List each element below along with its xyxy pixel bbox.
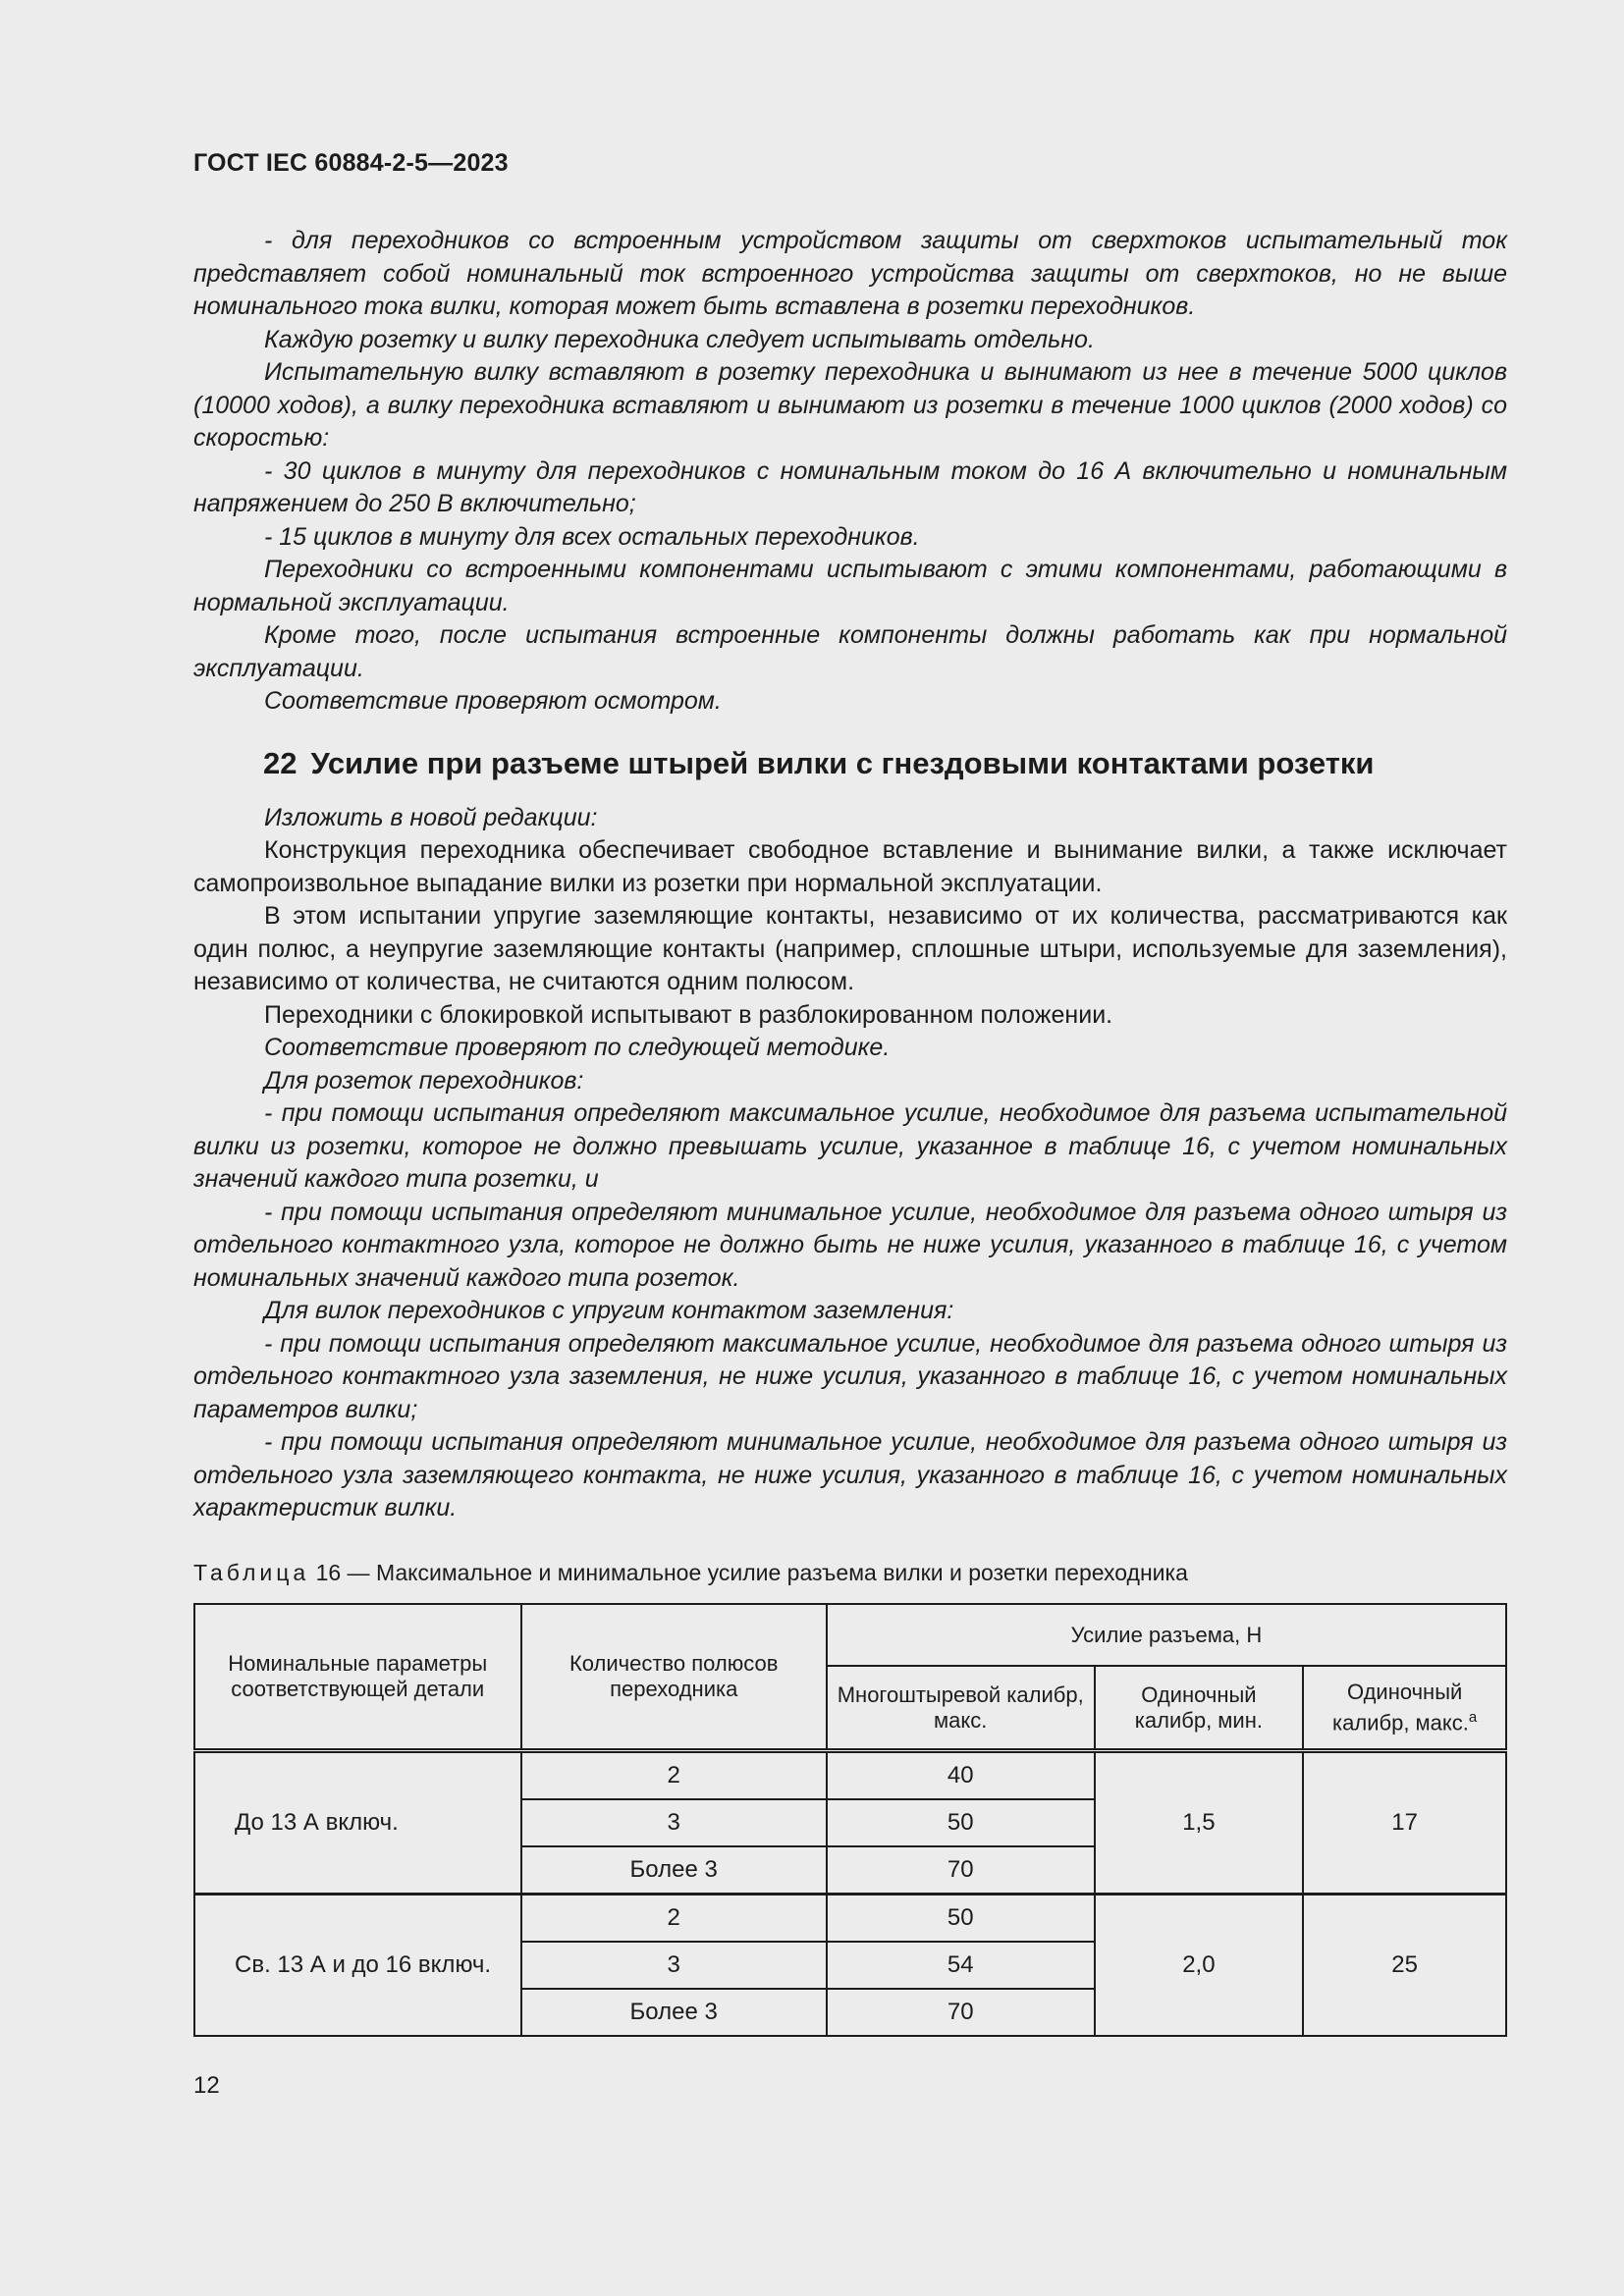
table-caption — [193, 1560, 1188, 1586]
paragraph: - при помощи испытания определяют минимальное усилие, необходимое для разъема одного штыря из отдельного узла заземляющего контакта, не ниже усилия, указанного в таблице 16, с учетом номинальных характеристик вилки. — [193, 1428, 1507, 1522]
table-caption-label: Таблица — [193, 1560, 310, 1585]
paragraph: Соответствие проверяют осмотром. — [264, 687, 722, 715]
cell-single-min: 2,0 — [1095, 1895, 1304, 2037]
section-heading — [193, 745, 1507, 782]
header-single-max — [1303, 1666, 1506, 1751]
cell-rated: До 13 А включ. — [194, 1751, 521, 1895]
table-caption-text: 16 — Максимальное и минимальное усилие разъема вилки и розетки переходника — [315, 1560, 1188, 1585]
paragraph: Для розеток переходников: — [264, 1066, 584, 1095]
cell-single-min: 1,5 — [1095, 1751, 1304, 1895]
paragraph: - при помощи испытания определяют максимальное усилие, необходимое для разъема испытательной вилки из розетки, которое не должно превышать усилие, указанное в таблице 16, с учетом номинальных значений каждого типа розетки, и — [193, 1099, 1507, 1193]
paragraph: - для переходников со встроенным устройством защиты от сверхтоков испытательный ток представляет собой номинальный ток встроенного устройства защиты от сверхтоков, но не выше номинального тока вилки, которая может быть вставлена в розетки переходников. — [193, 227, 1507, 320]
section-number: 22 — [263, 745, 298, 780]
paragraph: Для вилок переходников с упругим контактом заземления: — [264, 1297, 954, 1324]
header-single-min: Одиночный калибр, мин. — [1095, 1666, 1304, 1751]
cell-rated: Св. 13 А и до 16 включ. — [194, 1895, 521, 2037]
header-multi-max: Многоштыревой калибр, макс. — [827, 1666, 1095, 1751]
paragraph: Переходники с блокировкой испытывают в разблокированном положении. — [264, 1000, 1113, 1029]
paragraph: - 30 циклов в минуту для переходников с номинальным током до 16 А включительно и номинальным напряжением до 250 В включительно; — [193, 456, 1507, 517]
paragraph: Переходники со встроенными компонентами испытывают с этими компонентами, работающими в нормальной эксплуатации. — [193, 556, 1507, 616]
document-header: ГОСТ IEC 60884-2-5—2023 — [193, 149, 509, 177]
footnote-marker: a — [1468, 1708, 1478, 1726]
paragraph: Кроме того, после испытания встроенные компоненты должны работать как при нормальной эксплуатации. — [193, 621, 1507, 682]
paragraph: Соответствие проверяют по следующей методике. — [264, 1034, 891, 1061]
paragraph: Конструкция переходника обеспечивает свободное вставление и вынимание вилки, а также исключает самопроизвольное выпадание вилки из розетки при нормальной эксплуатации. — [193, 836, 1507, 897]
cell-poles: 2 — [521, 1895, 827, 1943]
paragraph: В этом испытании упругие заземляющие контакты, независимо от их количества, рассматриваются как один полюс, а неупругие заземляющие контакты (например, сплошные штыри, используемые для заземления), независимо от количества, не считаются одним полюсом. — [193, 902, 1507, 995]
cell-multi-max: 54 — [827, 1942, 1095, 1989]
paragraph: Изложить в новой редакции: — [264, 803, 598, 831]
paragraph: Каждую розетку и вилку переходника следует испытывать отдельно. — [264, 325, 1095, 353]
cell-poles: Более 3 — [521, 1989, 827, 2036]
force-table — [193, 1603, 1507, 2037]
page-number: 12 — [193, 2072, 220, 2099]
header-rated: Номинальные параметры соответствующей детали — [194, 1604, 521, 1751]
cell-multi-max: 50 — [827, 1895, 1095, 1943]
cell-poles: Более 3 — [521, 1846, 827, 1895]
body-text — [193, 225, 1507, 1525]
cell-multi-max: 70 — [827, 1846, 1095, 1895]
paragraph: - при помощи испытания определяют минимальное усилие, необходимое для разъема одного штыря из отдельного контактного узла, которое не должно быть не ниже усилия, указанного в таблице 16, с учетом номинальных значений каждого типа розеток. — [193, 1198, 1507, 1292]
paragraph: - 15 циклов в минуту для всех остальных переходников. — [264, 522, 920, 551]
header-force-group: Усилие разъема, Н — [827, 1604, 1506, 1666]
header-poles: Количество полюсов переходника — [521, 1604, 827, 1751]
table-row — [194, 1751, 1506, 1800]
table-row — [194, 1895, 1506, 1943]
cell-multi-max: 50 — [827, 1799, 1095, 1846]
cell-multi-max: 70 — [827, 1989, 1095, 2036]
paragraph: - при помощи испытания определяют максимальное усилие, необходимое для разъема одного штыря из отдельного контактного узла заземления, не ниже усилия, указанного в таблице 16, с учетом номинальных параметров вилки; — [193, 1329, 1507, 1423]
cell-poles: 3 — [521, 1799, 827, 1846]
cell-multi-max: 40 — [827, 1751, 1095, 1800]
cell-poles: 3 — [521, 1942, 827, 1989]
paragraph: Испытательную вилку вставляют в розетку переходника и вынимают из нее в течение 5000 циклов (10000 ходов), а вилку переходника вставляют и вынимают из розетки в течение 1000 циклов (2000 ходов) со скоростью: — [193, 358, 1507, 452]
cell-poles: 2 — [521, 1751, 827, 1800]
table-header-row — [194, 1604, 1506, 1666]
cell-single-max: 25 — [1303, 1895, 1506, 2037]
section-title: Усилие при разъеме штырей вилки с гнездовыми контактами розетки — [310, 745, 1375, 780]
cell-single-max: 17 — [1303, 1751, 1506, 1895]
header-single-max-text: Одиночный калибр, макс. — [1332, 1679, 1469, 1735]
